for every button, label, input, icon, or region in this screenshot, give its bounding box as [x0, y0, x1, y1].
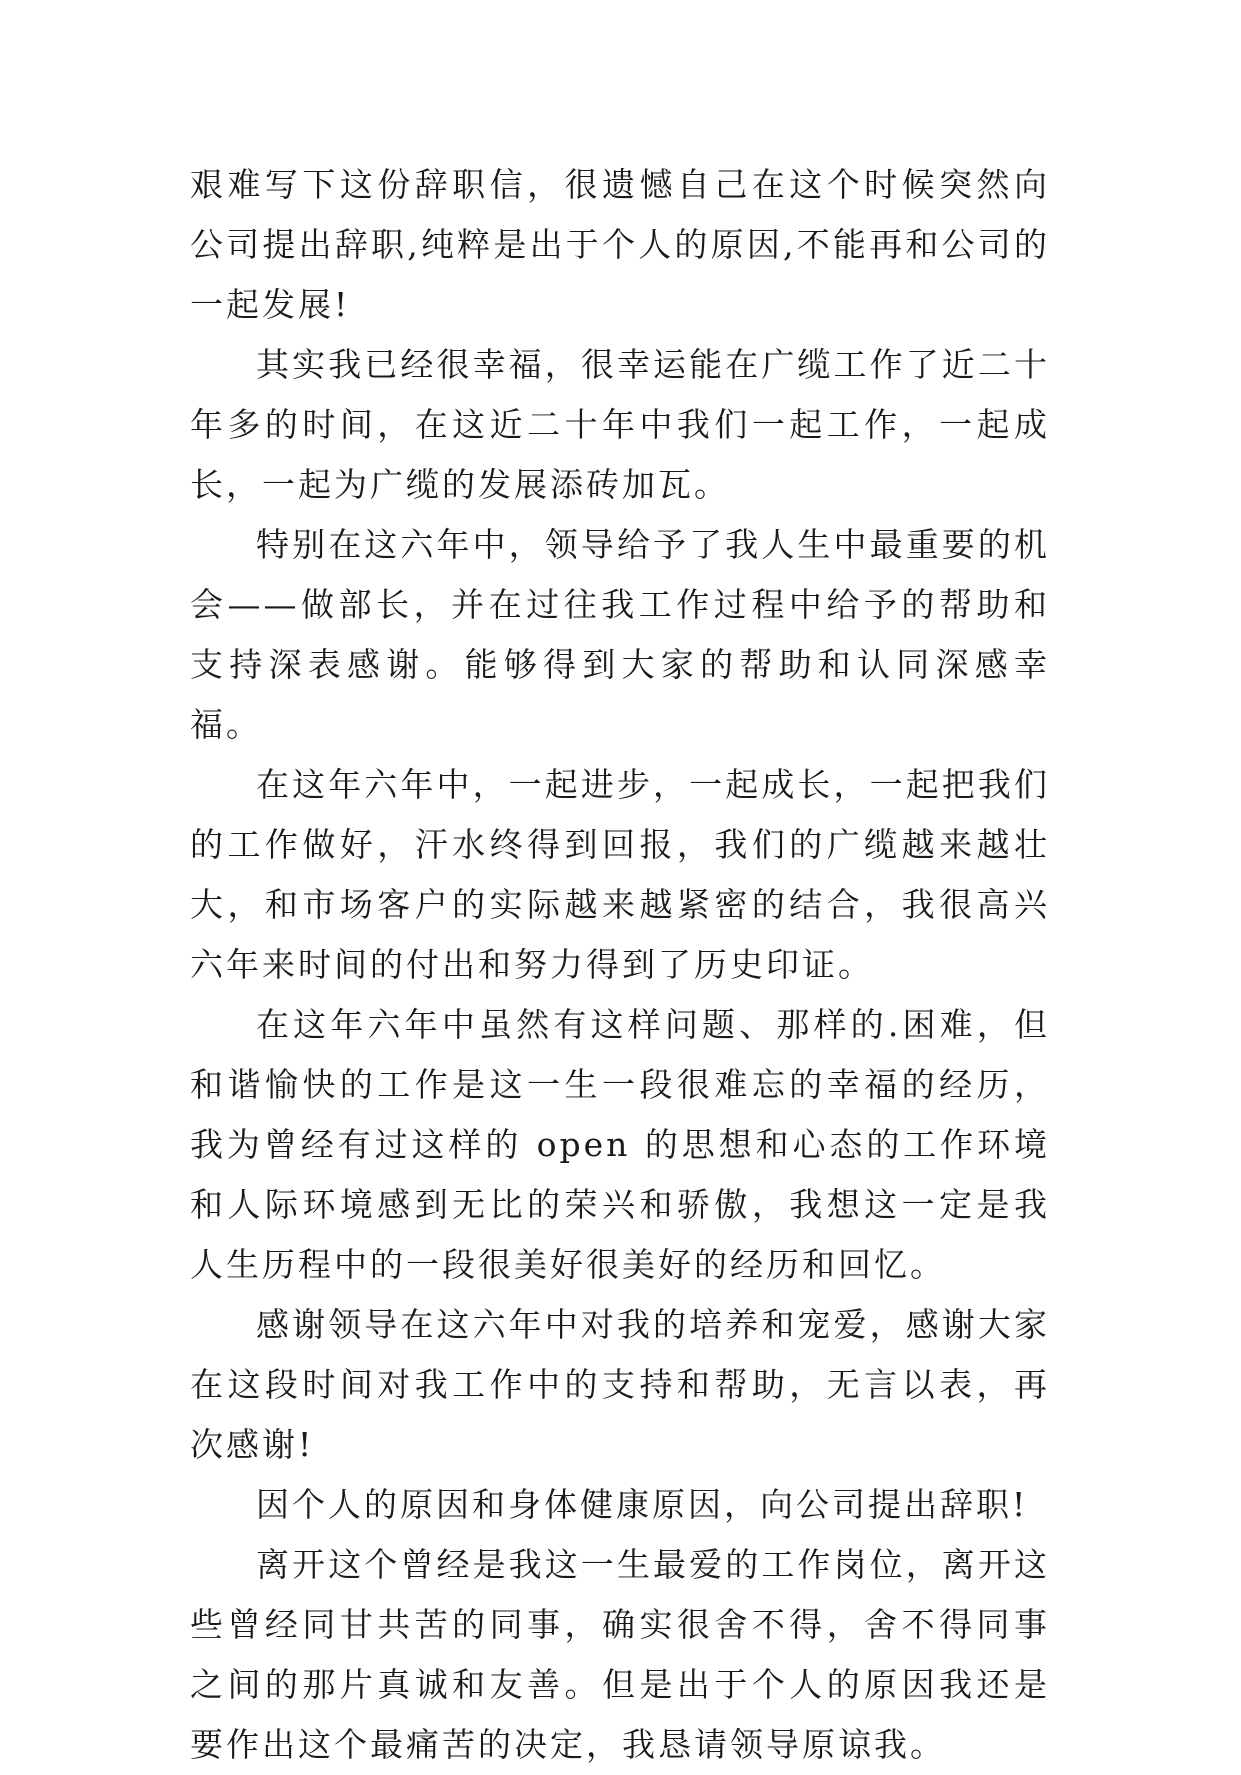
paragraph-opening: 艰难写下这份辞职信，很遗憾自己在这个时候突然向公司提出辞职,纯粹是出于个人的原因,不能再和公司的一起发展!: [190, 165, 1050, 324]
paragraph-reason: 因个人的原因和身体健康原因，向公司提出辞职!: [256, 1485, 1029, 1524]
paragraph-farewell: 离开这个曾经是我这一生最爱的工作岗位，离开这些曾经同甘共苦的同事，确实很舍不得，舍不得同事之间的那片真诚和友善。但是出于个人的原因我还是要作出这个最痛苦的决定，我恳请领导原谅我。: [190, 1545, 1050, 1764]
paragraph-thanks: 感谢领导在这六年中对我的培养和宠爱，感谢大家在这段时间对我工作中的支持和帮助，无言以表，再次感谢!: [190, 1305, 1050, 1464]
paragraph-gratitude-years: 其实我已经很幸福，很幸运能在广缆工作了近二十年多的时间，在这近二十年中我们一起工作，一起成长，一起为广缆的发展添砖加瓦。: [190, 345, 1050, 504]
paragraph-growth-together: 在这年六年中，一起进步，一起成长，一起把我们的工作做好，汗水终得到回报，我们的广缆越来越壮大，和市场客户的实际越来越紧密的结合，我很高兴六年来时间的付出和努力得到了历史印证。: [190, 765, 1050, 984]
paragraph-leadership-opportunity: 特别在这六年中，领导给予了我人生中最重要的机会——做部长，并在过往我工作过程中给予的帮助和支持深表感谢。能够得到大家的帮助和认同深感幸福。: [190, 525, 1050, 744]
letter-body: [190, 155, 1050, 1775]
paragraph-memorable-experience: 在这年六年中虽然有这样问题、那样的.困难，但和谐愉快的工作是这一生一段很难忘的幸福的经历，我为曾经有过这样的 open 的思想和心态的工作环境和人际环境感到无比的荣兴和骄傲，我想这一定是我人生历程中的一段很美好很美好的经历和回忆。: [190, 1005, 1050, 1284]
